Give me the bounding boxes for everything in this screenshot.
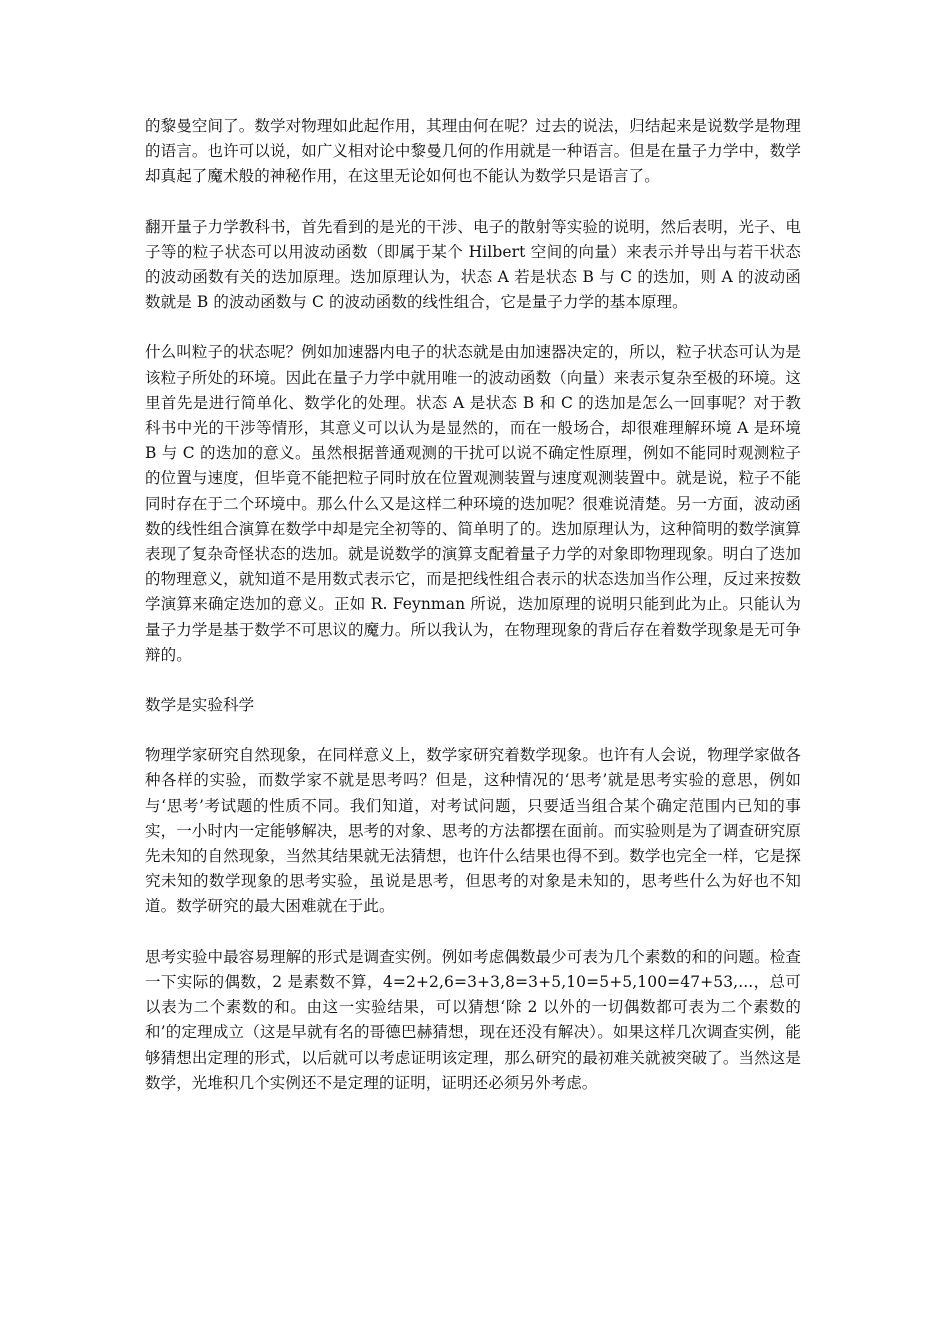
paragraph-quantum-textbook: 翻开量子力学教科书，首先看到的是光的干涉、电子的散射等实验的说明，然后表明，光子、电子等的粒子状态可以用波动函数（即属于某个 Hilbert 空间的向量）来表示并导出与若干状态的波动函数有关的迭加原理。迭加原理认为，状态 A 若是状态 B 与 C 的迭加，则 A 的波动函数就是 B 的波动函数与 C 的波动函数的线性组合，它是量子力学的基本原理。 bbox=[145, 217, 801, 312]
paragraph-particle-state: 什么叫粒子的状态呢？例如加速器内电子的状态就是由加速器决定的，所以，粒子状态可认为是该粒子所处的环境。因此在量子力学中就用唯一的波动函数（向量）来表示复杂至极的环境。这里首先是进行简单化、数学化的处理。状态 A 是状态 B 和 C 的迭加是怎么一回事呢？对于教科书中光的干涉等情形，其意义可以认为是显然的，而在一般场合，却很难理解环境 A 是环境 B 与 C 的迭加的意义。虽然根据普通观测的干扰可以说不确定性原理，例如不能同时观测粒子的位置与速度，但毕竟不能把粒子同时放在位置观测装置与速度观测装置中。就是说，粒子不能同时存在于二个环境中。那么什么又是这样二种环境的迭加呢？很难说清楚。另一方面，波动函数的线性组合演算在数学中却是完全初等的、简单明了的。迭加原理认为，这种简明的数学演算表现了复杂奇怪状态的迭加。就是说数学的演算支配着量子力学的对象即物理现象。明白了迭加的物理意义，就知道不是用数式表示它，而是把线性组合表示的状态迭加当作公理，反过来按数学演算来确定迭加的意义。正如 R. Feynman 所说，迭加原理的说明只能到此为止。只能认为量子力学是基于数学不可思议的魔力。所以我认为，在物理现象的背后存在着数学现象是无可争辩的。 bbox=[145, 343, 801, 664]
paragraph-riemann-space: 的黎曼空间了。数学对物理如此起作用，其理由何在呢？过去的说法，归结起来是说数学是物理的语言。也许可以说，如广义相对论中黎曼几何的作用就是一种语言。但是在量子力学中，数学却真起了魔术般的神秘作用，在这里无论如何也不能认为数学只是语言了。 bbox=[145, 117, 801, 186]
paragraph-thought-experiment: 物理学家研究自然现象，在同样意义上，数学家研究着数学现象。也许有人会说，物理学家做各种各样的实验，而数学家不就是思考吗？但是，这种情况的‘思考’就是思考实验的意思，例如与‘思考’考试题的性质不同。我们知道，对考试问题，只要适当组合某个确定范围内已知的事实，一小时内一定能够解决，思考的对象、思考的方法都摆在面前。而实验则是为了调查研究原先未知的自然现象，当然其结果就无法猜想，也许什么结果也得不到。数学也完全一样，它是探究未知的数学现象的思考实验，虽说是思考，但思考的对象是未知的，思考些什么为好也不知道。数学研究的最大困难就在于此。 bbox=[145, 746, 801, 916]
section-heading: 数学是实验科学 bbox=[145, 696, 255, 715]
document-page bbox=[145, 114, 801, 1121]
paragraph-examples-goldbach: 思考实验中最容易理解的形式是调查实例。例如考虑偶数最少可表为几个素数的和的问题。检查一下实际的偶数，2 是素数不算，4=2+2,6=3+3,8=3+5,10=5+5,100=47+53,...，总可以表为二个素数的和。由这一实验结果，可以猜想‘除 2 以外的一切偶数都可表为二个素数的和’的定理成立（这是早就有名的哥德巴赫猜想，现在还没有解决）。如果这样几次调查实例，能够猜想出定理的形式，以后就可以考虑证明该定理，那么研究的最初难关就被突破了。当然这是数学，光堆积几个实例还不是定理的证明，证明还必须另外考虑。 bbox=[145, 947, 801, 1092]
